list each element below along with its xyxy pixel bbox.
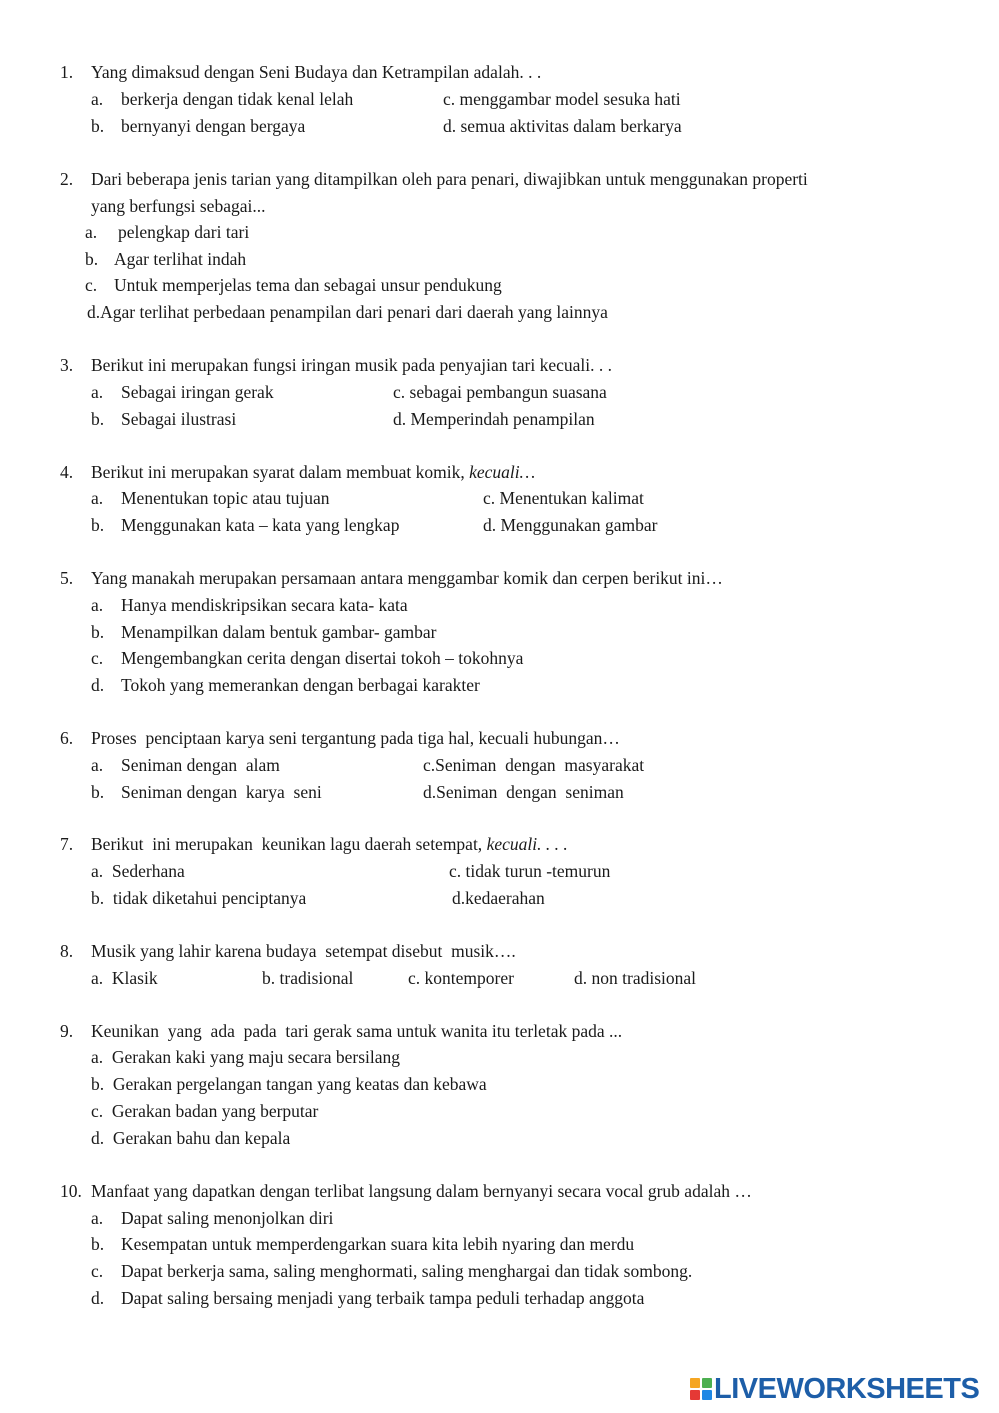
option-letter: a. [91,89,104,109]
option-a: Hanya mendiskripsikan secara kata- kata [121,595,408,615]
option-a: a. Klasik [91,968,158,988]
question-stem-text: Berikut ini merupakan keunikan lagu daerah setempat, [91,834,483,854]
option-letter: b. [91,515,105,535]
option-a: pelengkap dari tari [118,222,250,242]
option-c: c. Gerakan badan yang berputar [91,1101,319,1121]
option-a: Menentukan topic atau tujuan [121,488,330,508]
option-a: a. Sederhana [91,861,185,881]
option-d: Tokoh yang memerankan dengan berbagai karakter [121,675,480,695]
option-letter: d. [91,1288,105,1308]
option-b: Seniman dengan karya seni [121,782,322,802]
question-stem: Dari beberapa jenis tarian yang ditampilkan oleh para penari, diwajibkan untuk menggunakan properti [91,169,808,189]
option-letter: a. [91,595,104,615]
option-b: b. tradisional [262,968,354,988]
option-letter: b. [91,409,105,429]
option-letter: b. [91,782,105,802]
option-letter: b. [91,1234,105,1254]
option-c: c. menggambar model sesuka hati [443,89,681,109]
question-number: 6. [60,728,74,748]
option-c: c. kontemporer [408,968,514,988]
option-b: b. tidak diketahui penciptanya [91,888,307,908]
question-number: 9. [60,1021,74,1041]
option-letter: c. [85,275,98,295]
logo-text: LIVEWORKSHEETS [714,1373,980,1405]
option-c: c. sebagai pembangun suasana [393,382,607,402]
option-letter: d. [91,675,105,695]
option-c: Mengembangkan cerita dengan disertai tokoh – tokohnya [121,648,524,668]
option-letter: a. [91,488,104,508]
question-stem-continued: yang berfungsi sebagai... [91,196,266,216]
option-letter: b. [91,116,105,136]
option-a: berkerja dengan tidak kenal lelah [121,89,354,109]
question-number: 8. [60,941,74,961]
option-d: d.Agar terlihat perbedaan penampilan dari penari dari daerah yang lainnya [87,302,608,322]
question-stem: Yang manakah merupakan persamaan antara menggambar komik dan cerpen berikut ini… [91,568,723,588]
option-c: c.Seniman dengan masyarakat [423,755,645,775]
option-c: c. Menentukan kalimat [483,488,644,508]
option-letter: a. [91,755,104,775]
question-stem: Keunikan yang ada pada tari gerak sama untuk wanita itu terletak pada ... [91,1021,623,1041]
question-stem: Manfaat yang dapatkan dengan terlibat langsung dalam bernyanyi secara vocal grub adalah … [91,1181,752,1201]
option-b: Agar terlihat indah [114,249,247,269]
question-stem: Berikut ini merupakan fungsi iringan musik pada penyajian tari kecuali. . . [91,355,612,375]
option-letter: a. [91,1208,104,1228]
option-letter: a. [91,382,104,402]
option-d: d. Gerakan bahu dan kepala [91,1128,291,1148]
option-d: Dapat saling bersaing menjadi yang terbaik tampa peduli terhadap anggota [121,1288,645,1308]
question-stem: Yang dimaksud dengan Seni Budaya dan Ketrampilan adalah. . . [91,62,542,82]
question-number: 4. [60,462,74,482]
option-c: c. tidak turun -temurun [449,861,611,881]
question-number: 7. [60,834,74,854]
option-c: Untuk memperjelas tema dan sebagai unsur pendukung [114,275,502,295]
option-b: b. Gerakan pergelangan tangan yang keatas dan kebawa [91,1074,487,1094]
option-d: d. Menggunakan gambar [483,515,658,535]
question-number: 10. [60,1181,82,1201]
question-stem-italic: kecuali… [469,462,536,482]
question-number: 5. [60,568,74,588]
option-d: d.kedaerahan [452,888,545,908]
option-d: d. Memperindah penampilan [393,409,595,429]
logo-blocks-icon [690,1378,712,1400]
question-stem [91,464,535,482]
question-stem-italic: kecuali. . . . [486,834,568,854]
question-stem: Proses penciptaan karya seni tergantung pada tiga hal, kecuali hubungan… [91,728,620,748]
option-letter: c. [91,1261,104,1281]
question-number: 2. [60,169,74,189]
option-b: Sebagai ilustrasi [121,409,237,429]
option-letter: c. [91,648,104,668]
question-stem: Musik yang lahir karena budaya setempat disebut musik…. [91,941,516,961]
option-d: d. non tradisional [574,968,696,988]
question-number: 1. [60,62,74,82]
option-a: Dapat saling menonjolkan diri [121,1208,334,1228]
option-b: Kesempatan untuk memperdengarkan suara kita lebih nyaring dan merdu [121,1234,635,1254]
option-c: Dapat berkerja sama, saling menghormati, saling menghargai dan tidak sombong. [121,1261,693,1281]
question-stem [91,836,568,854]
option-d: d.Seniman dengan seniman [423,782,624,802]
liveworksheets-logo [690,1374,990,1404]
option-b: Menggunakan kata – kata yang lengkap [121,515,400,535]
question-number: 3. [60,355,74,375]
option-a: a. Gerakan kaki yang maju secara bersilang [91,1047,401,1067]
option-d: d. semua aktivitas dalam berkarya [443,116,682,136]
option-b: bernyanyi dengan bergaya [121,116,306,136]
option-letter: b. [85,249,99,269]
option-b: Menampilkan dalam bentuk gambar- gambar [121,622,437,642]
option-letter: a. [85,222,98,242]
option-a: Sebagai iringan gerak [121,382,274,402]
option-letter: b. [91,622,105,642]
question-stem-text: Berikut ini merupakan syarat dalam membuat komik, [91,462,465,482]
option-a: Seniman dengan alam [121,755,280,775]
